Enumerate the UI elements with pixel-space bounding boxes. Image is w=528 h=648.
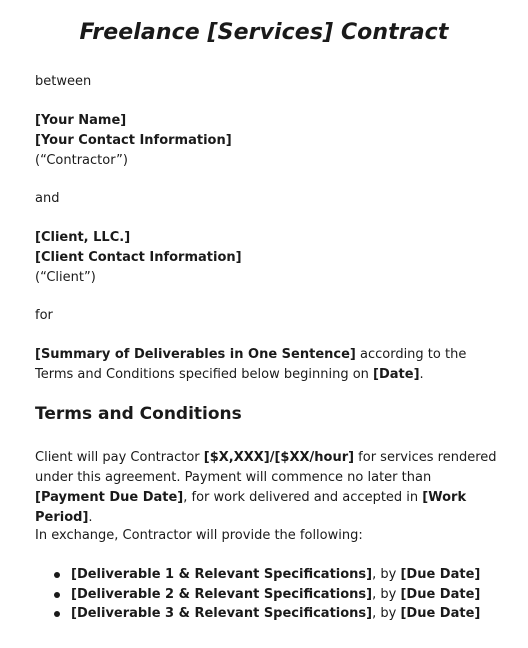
contractor-contact: [Your Contact Information] [35, 133, 232, 148]
summary-paragraph [35, 345, 505, 385]
and-text: and [35, 191, 60, 206]
list-item [35, 565, 480, 585]
client-name: [Client, LLC.] [35, 230, 131, 245]
work-period: [Work Period] [35, 490, 467, 525]
contractor-name: [Your Name] [35, 113, 127, 128]
deliverable-spec: [Deliverable 2 & Relevant Specifications] [71, 586, 373, 602]
bullet-icon [54, 592, 60, 598]
deliverable-by: , by [372, 606, 401, 621]
exchange-text: In exchange, Contractor will provide the following: [35, 528, 363, 543]
summary-text: according to the Terms and Conditions specified below beginning on [35, 347, 467, 382]
between-text: between [35, 74, 92, 89]
document-title: Freelance [Services] Contract [79, 20, 449, 45]
payment-text-1: Client will pay Contractor [35, 450, 204, 465]
payment-end: . [88, 510, 93, 525]
for-text: for [35, 308, 53, 323]
client-role: (“Client”) [35, 270, 96, 285]
deliverables-summary: [Summary of Deliverables in One Sentence] [35, 347, 356, 362]
start-date: [Date] [373, 367, 420, 382]
deliverable-due-date: [Due Date] [400, 567, 481, 582]
payment-rate: [$X,XXX]/[$XX/hour] [203, 450, 355, 465]
terms-heading: Terms and Conditions [35, 404, 242, 424]
bullet-icon [54, 572, 60, 578]
payment-paragraph [35, 448, 505, 528]
client-contact: [Client Contact Information] [35, 250, 242, 265]
list-item [35, 604, 480, 624]
deliverable-due-date: [Due Date] [400, 606, 481, 621]
summary-end: . [419, 367, 424, 382]
deliverables-list [35, 565, 480, 624]
deliverable-by: , by [372, 586, 401, 602]
payment-text-2: for services rendered under this agreement. Payment will commence no later than [35, 450, 497, 485]
list-item [35, 585, 480, 605]
payment-due-date: [Payment Due Date] [35, 490, 184, 505]
deliverable-spec: [Deliverable 1 & Relevant Specifications] [71, 567, 373, 582]
contractor-role: (“Contractor”) [35, 153, 128, 168]
bullet-icon [54, 611, 60, 617]
payment-text-3: , for work delivered and accepted in [183, 490, 423, 505]
deliverable-spec: [Deliverable 3 & Relevant Specifications] [71, 606, 373, 621]
deliverable-due-date: [Due Date] [400, 586, 481, 602]
deliverable-by: , by [372, 567, 401, 582]
